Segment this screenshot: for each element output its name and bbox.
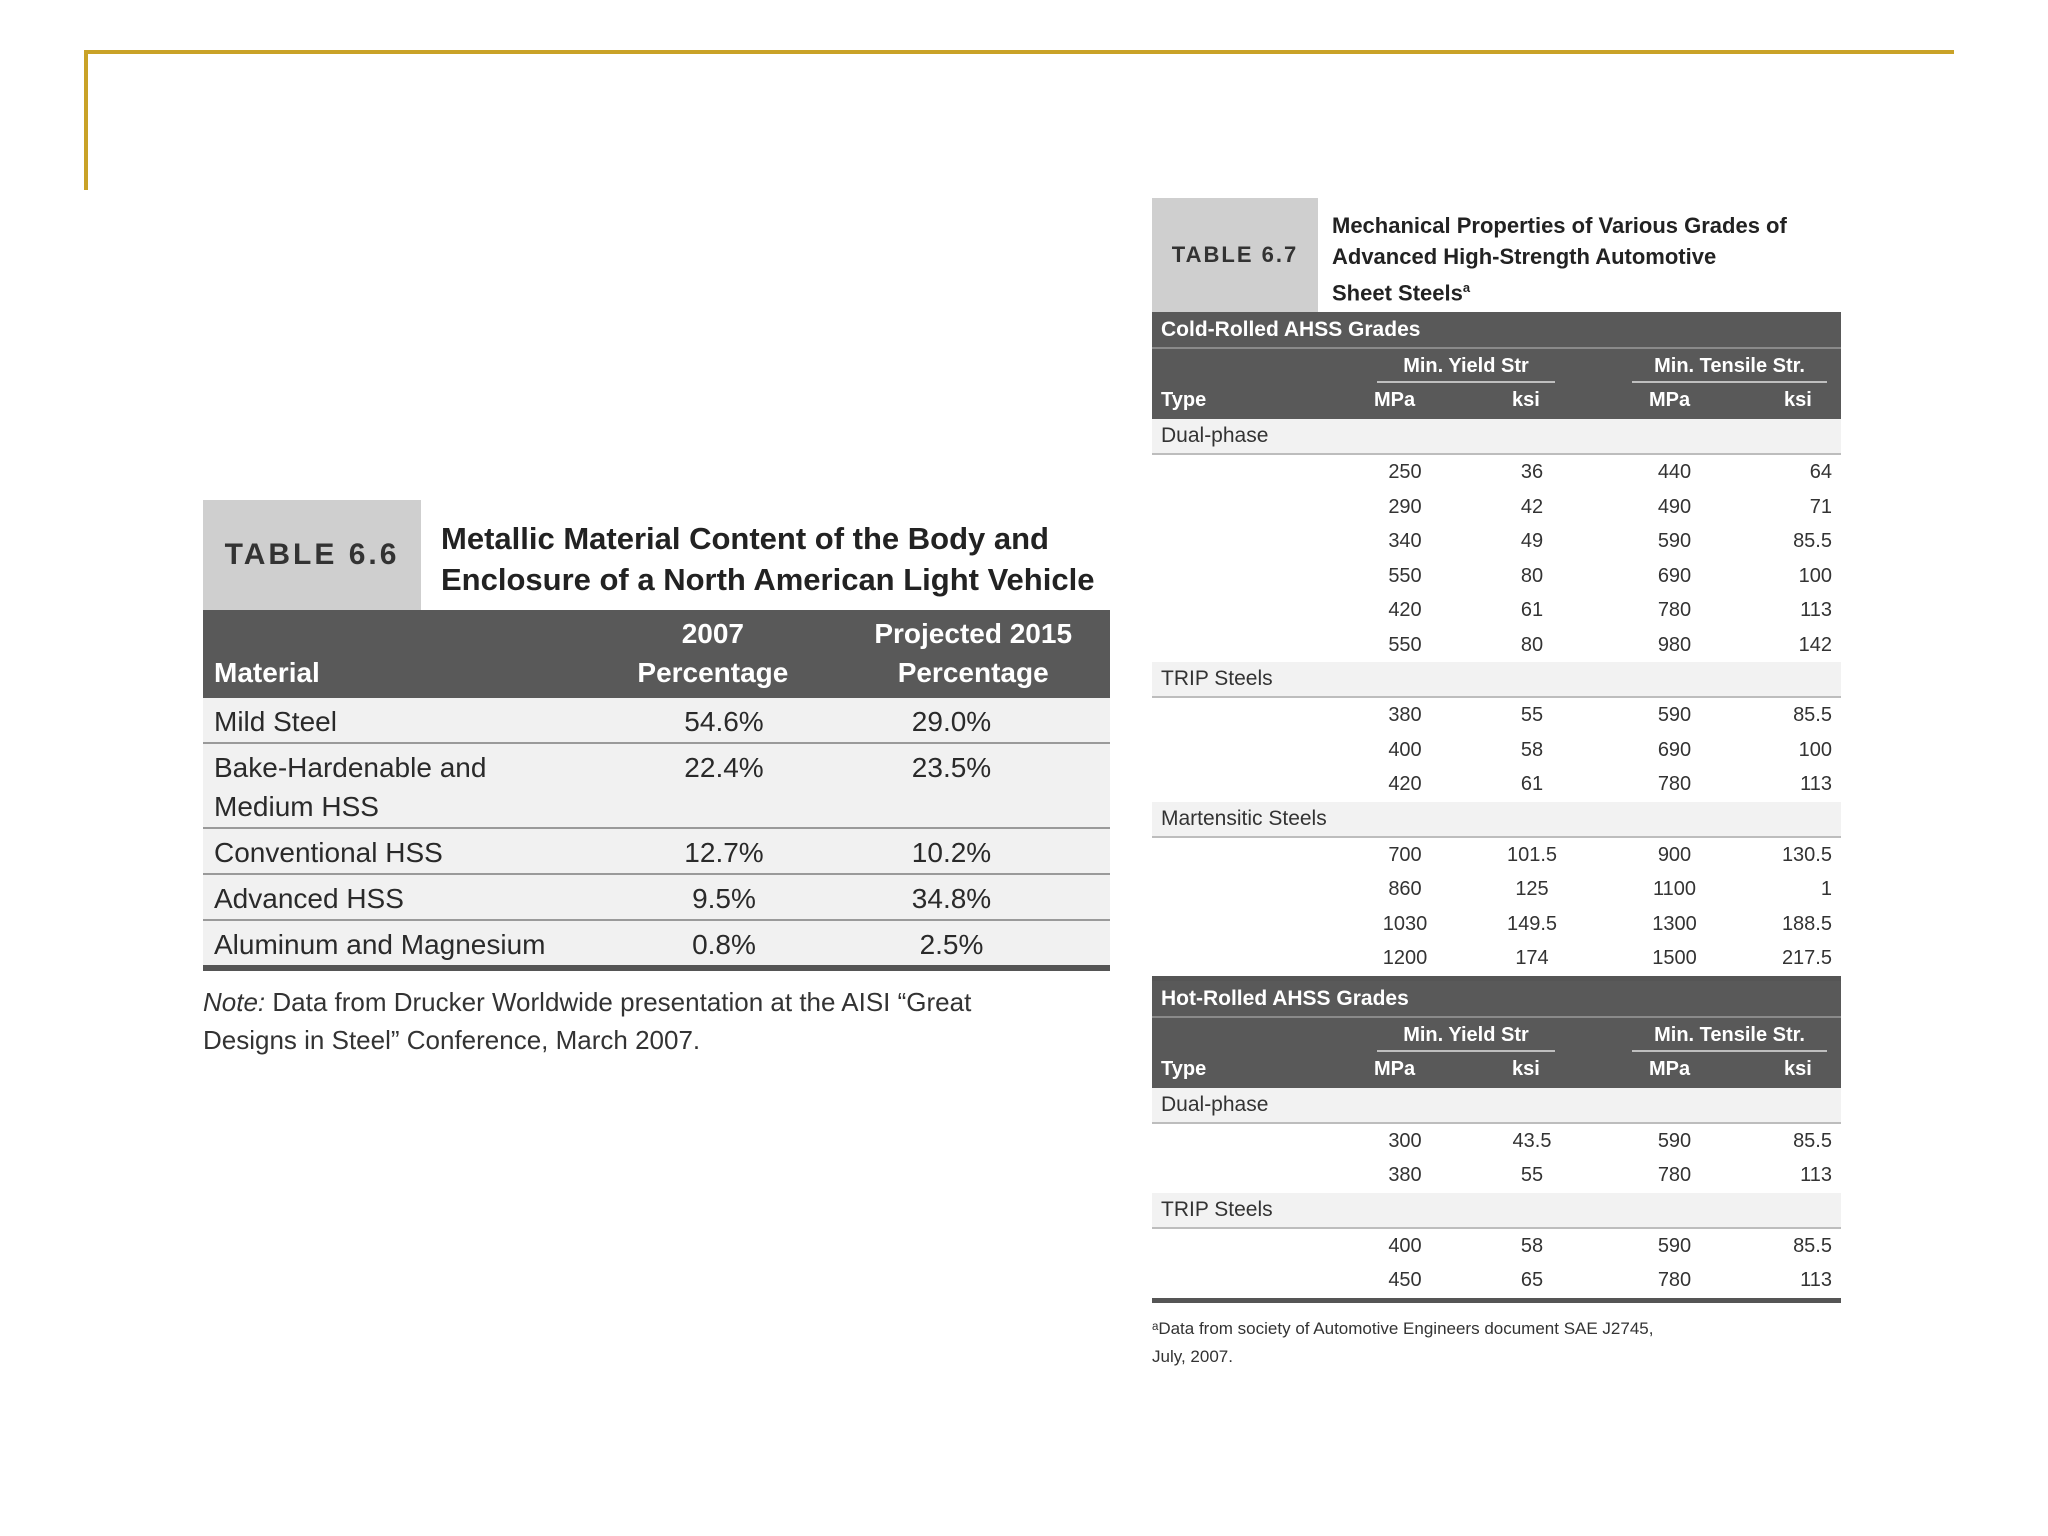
table-row (1152, 838, 1841, 873)
cell-tensile-mpa: 900 (1657, 843, 1692, 866)
cell-2007: 0.8% (692, 929, 756, 960)
cell-2007: 9.5% (692, 883, 756, 914)
cell-tensile-mpa: 780 (1657, 599, 1692, 621)
cell-material-line1: Bake-Hardenable and (214, 752, 487, 783)
cell-tensile-mpa: 440 (1657, 461, 1692, 483)
table-6-6 (203, 500, 1110, 1059)
cell-tensile-mpa: 1100 (1652, 878, 1696, 900)
table-row (203, 829, 1110, 875)
cell-yield-mpa: 400 (1388, 1234, 1422, 1257)
col-2015 (836, 614, 1110, 692)
note-label: Note: (203, 987, 266, 1017)
table-6-6-column-headers (203, 610, 1110, 698)
table-row (1152, 524, 1841, 559)
steel-group-label: Dual-phase (1152, 1088, 1841, 1124)
table-row (1152, 1263, 1841, 1298)
cell-tensile-mpa: 590 (1657, 1234, 1692, 1257)
cell-2015: 23.5% (911, 752, 992, 783)
table-row (203, 698, 1110, 744)
cell-yield-mpa: 550 (1388, 564, 1422, 587)
cell-yield-ksi: 80 (1520, 633, 1544, 656)
cell-2007: 54.6% (684, 706, 764, 737)
cell-yield-ksi: 55 (1520, 704, 1544, 726)
cell-tensile-mpa: 590 (1657, 1129, 1692, 1152)
table-row (203, 744, 1110, 829)
col-yield-mpa: MPa (1374, 1057, 1416, 1080)
table-6-7-title-line2: Advanced High-Strength Automotive (1332, 244, 1717, 269)
table-row (1152, 1229, 1841, 1264)
col-2007-line2: Percentage (637, 657, 789, 688)
cell-tensile-ksi: 113 (1800, 1269, 1832, 1291)
section-header-cold: Cold-Rolled AHSS Grades (1152, 312, 1841, 349)
cell-tensile-ksi: 1 (1820, 878, 1832, 900)
table-6-6-title-line2: Enclosure of a North American Light Vehicle (441, 562, 1095, 597)
table-6-6-note (203, 983, 1063, 1059)
col-type: Type (1161, 1057, 1207, 1080)
cell-yield-mpa: 340 (1388, 530, 1422, 552)
col-group-yield: Min. Yield Str (1377, 355, 1555, 383)
cell-yield-mpa: 400 (1388, 738, 1422, 761)
cell-yield-mpa: 420 (1388, 599, 1422, 621)
table-row (1152, 941, 1841, 976)
slide-frame-left-rule (84, 50, 88, 190)
cell-tensile-mpa: 1500 (1652, 947, 1697, 969)
steel-group-label: TRIP Steels (1152, 662, 1841, 698)
col-group-yield: Min. Yield Str (1377, 1024, 1555, 1052)
cell-yield-mpa: 300 (1388, 1129, 1422, 1152)
cell-tensile-ksi: 85.5 (1793, 530, 1832, 552)
col-tensile-ksi: ksi (1784, 1057, 1812, 1080)
table-row (203, 875, 1110, 921)
table-row (1152, 593, 1841, 628)
table-6-7-title-line1: Mechanical Properties of Various Grades of (1332, 213, 1787, 238)
col-group-tensile: Min. Tensile Str. (1632, 355, 1827, 383)
footnote-marker: a (1462, 280, 1471, 295)
cell-yield-ksi: 174 (1515, 947, 1549, 969)
cell-yield-mpa: 860 (1388, 878, 1422, 900)
cell-yield-mpa: 1200 (1382, 947, 1428, 969)
col-yield-ksi: ksi (1512, 1057, 1540, 1080)
cell-yield-ksi: 61 (1520, 773, 1544, 795)
cell-2015: 2.5% (919, 929, 984, 960)
cell-tensile-mpa: 780 (1657, 773, 1692, 795)
cell-yield-ksi: 58 (1520, 1234, 1544, 1257)
section-header-hot: Hot-Rolled AHSS Grades (1152, 981, 1841, 1018)
cell-yield-mpa: 290 (1388, 495, 1422, 518)
table-6-7 (1152, 198, 1841, 1371)
cell-material: Aluminum and Magnesium (214, 929, 546, 960)
steel-group-label: TRIP Steels (1152, 1193, 1841, 1229)
cell-tensile-ksi: 85.5 (1793, 704, 1832, 726)
cell-tensile-ksi: 71 (1809, 495, 1832, 518)
cell-yield-ksi: 43.5 (1512, 1129, 1552, 1152)
cell-yield-ksi: 80 (1520, 564, 1544, 587)
cell-tensile-mpa: 590 (1657, 704, 1692, 726)
table-6-7-label: TABLE 6.7 (1152, 198, 1318, 312)
table-row (1152, 767, 1841, 802)
slide-frame-top-rule (84, 50, 1954, 54)
cell-material: Conventional HSS (214, 837, 443, 868)
cell-tensile-mpa: 490 (1657, 495, 1692, 518)
table-6-6-label: TABLE 6.6 (203, 500, 421, 610)
col-type: Type (1161, 389, 1207, 411)
cell-yield-mpa: 450 (1388, 1269, 1422, 1291)
note-text: Data from Drucker Worldwide presentation at the AISI “Great (265, 987, 972, 1017)
table-6-7-body (1152, 312, 1841, 1303)
cell-material: Mild Steel (214, 706, 337, 737)
cell-tensile-ksi: 113 (1800, 599, 1832, 621)
cell-tensile-ksi: 113 (1800, 1164, 1832, 1186)
col-tensile-mpa: MPa (1649, 389, 1691, 411)
column-headers-hot (1152, 1018, 1841, 1088)
cell-yield-mpa: 380 (1388, 1164, 1422, 1186)
cell-2007: 12.7% (684, 837, 764, 868)
table-6-7-header (1152, 198, 1841, 312)
table-row (1152, 733, 1841, 768)
cell-yield-ksi: 125 (1515, 878, 1549, 900)
col-yield-ksi: ksi (1512, 389, 1540, 411)
table-6-6-title (421, 500, 1101, 610)
section-end-rule (1152, 1298, 1841, 1303)
cell-tensile-mpa: 590 (1657, 530, 1692, 552)
table-row (1152, 455, 1841, 490)
cell-tensile-ksi: 142 (1798, 633, 1832, 656)
col-2015-line1: Projected 2015 (874, 618, 1073, 649)
cell-tensile-ksi: 64 (1809, 461, 1832, 483)
cell-yield-ksi: 61 (1520, 599, 1544, 621)
table-row (1152, 907, 1841, 942)
cell-material-line2: Medium HSS (214, 791, 379, 822)
footnote-line1: ᵃData from society of Automotive Engineers document SAE J2745, (1152, 1318, 1654, 1338)
cell-yield-ksi: 42 (1520, 495, 1544, 518)
col-2007 (589, 614, 836, 692)
cell-2015: 29.0% (911, 706, 992, 737)
steel-group-label: Martensitic Steels (1152, 802, 1841, 838)
note-line1 (203, 983, 1063, 1021)
cell-material: Advanced HSS (214, 883, 404, 914)
cell-tensile-ksi: 217.5 (1781, 947, 1832, 969)
col-tensile-ksi: ksi (1784, 389, 1812, 411)
cell-yield-ksi: 65 (1520, 1269, 1544, 1291)
table-6-6-header (203, 500, 1110, 610)
table-row (1152, 559, 1841, 594)
title-line3-text: Sheet Steels (1332, 280, 1463, 306)
cell-yield-ksi: 49 (1520, 530, 1544, 552)
note-line2: Designs in Steel” Conference, March 2007. (203, 1025, 701, 1055)
col-2007-line1: 2007 (681, 618, 745, 649)
col-yield-mpa: MPa (1374, 389, 1416, 411)
cell-tensile-mpa: 780 (1657, 1164, 1692, 1186)
table-6-7-title (1318, 198, 1832, 312)
cell-yield-ksi: 36 (1520, 461, 1544, 483)
table-row (1152, 1124, 1841, 1159)
cell-tensile-ksi: 100 (1798, 738, 1832, 761)
col-group-tensile: Min. Tensile Str. (1632, 1024, 1827, 1052)
cell-tensile-mpa: 690 (1657, 564, 1692, 587)
cell-tensile-mpa: 690 (1657, 738, 1692, 761)
col-2015-line2: Percentage (897, 657, 1049, 688)
table-row (1152, 490, 1841, 525)
cell-yield-ksi: 101.5 (1506, 843, 1558, 866)
cell-tensile-mpa: 1300 (1652, 912, 1697, 935)
cell-yield-ksi: 149.5 (1506, 912, 1558, 935)
cell-tensile-ksi: 85.5 (1793, 1234, 1832, 1257)
cell-tensile-ksi: 188.5 (1781, 912, 1832, 935)
cell-yield-mpa: 250 (1388, 461, 1422, 483)
table-6-7-footnote (1152, 1315, 1792, 1371)
table-6-7-title-line3 (1332, 272, 1832, 308)
cell-tensile-ksi: 130.5 (1781, 843, 1832, 866)
col-material: Material (214, 657, 320, 688)
cell-yield-ksi: 55 (1520, 1164, 1544, 1186)
table-row (1152, 1158, 1841, 1193)
steel-group-label: Dual-phase (1152, 419, 1841, 455)
cell-material (203, 748, 583, 826)
cell-yield-mpa: 1030 (1382, 912, 1428, 935)
col-tensile-mpa: MPa (1649, 1057, 1691, 1080)
cell-2007: 22.4% (684, 752, 764, 783)
column-headers-cold (1152, 349, 1841, 419)
cell-yield-mpa: 380 (1388, 704, 1422, 726)
footnote-line2: July, 2007. (1152, 1346, 1233, 1366)
table-row (1152, 628, 1841, 663)
cell-tensile-mpa: 780 (1657, 1269, 1692, 1291)
table-row (1152, 872, 1841, 907)
cell-yield-mpa: 700 (1388, 843, 1422, 866)
cell-yield-ksi: 58 (1520, 738, 1544, 761)
cell-yield-mpa: 420 (1388, 773, 1422, 795)
cell-2015: 34.8% (911, 883, 992, 914)
cell-tensile-ksi: 85.5 (1793, 1129, 1832, 1152)
table-row (1152, 698, 1841, 733)
cell-tensile-ksi: 100 (1798, 564, 1832, 587)
table-6-6-title-line1: Metallic Material Content of the Body and (441, 521, 1049, 556)
cell-tensile-ksi: 113 (1800, 773, 1832, 795)
cell-yield-mpa: 550 (1388, 633, 1422, 656)
cell-2015: 10.2% (911, 837, 992, 868)
cell-tensile-mpa: 980 (1657, 633, 1692, 656)
table-row (203, 921, 1110, 971)
